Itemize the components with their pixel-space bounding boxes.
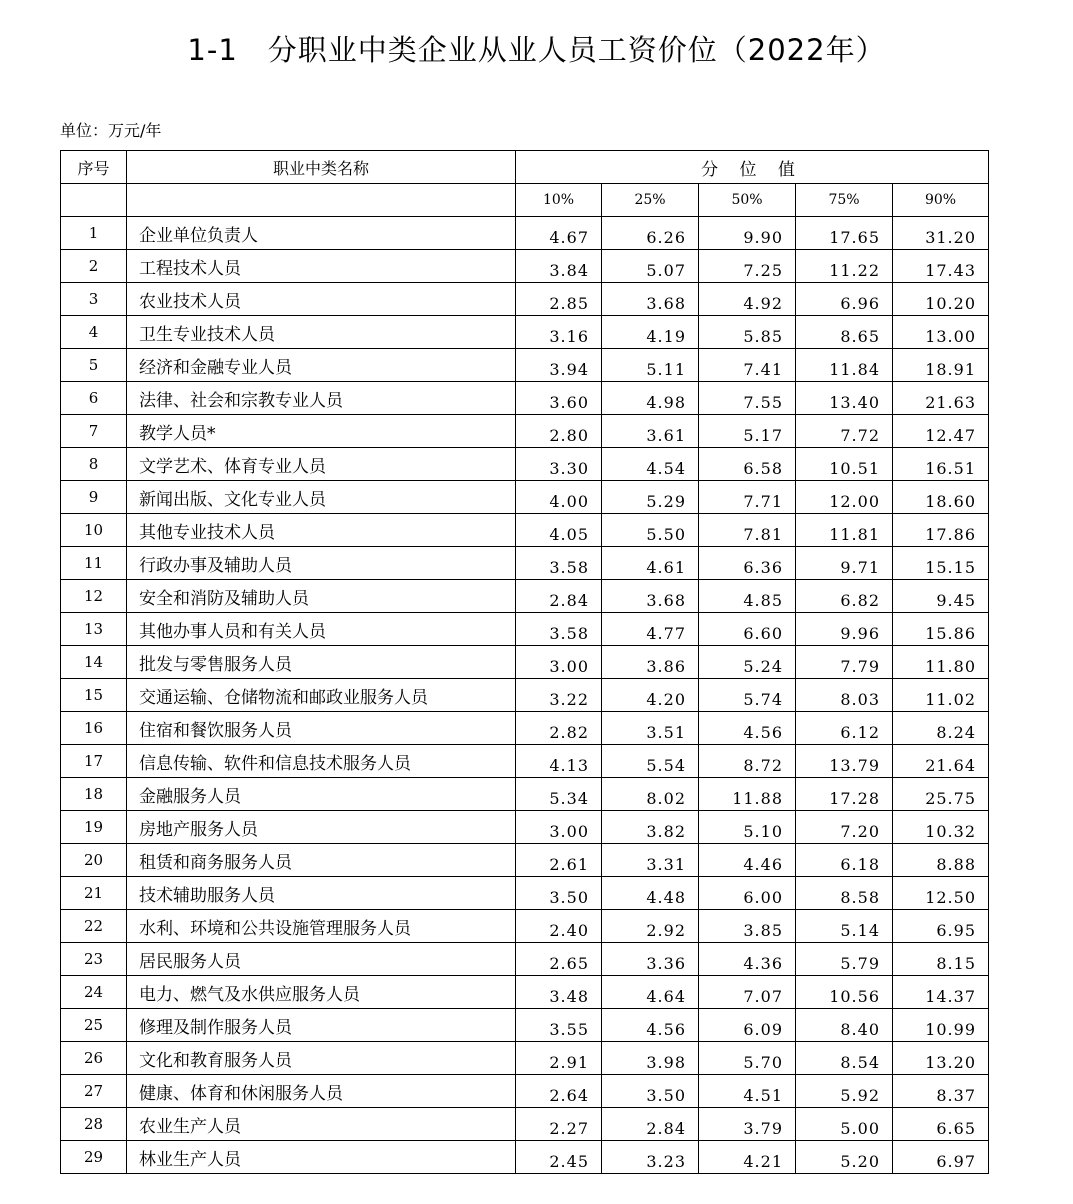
wage-p90: 15.15: [893, 547, 989, 580]
wage-p50: 6.00: [699, 877, 796, 910]
wage-p50: 4.36: [699, 943, 796, 976]
wage-p90: 16.51: [893, 448, 989, 481]
wage-p90: 10.99: [893, 1009, 989, 1042]
wage-p25: 4.48: [602, 877, 699, 910]
table-body: [61, 217, 989, 1174]
table-row: [61, 349, 989, 382]
table-row: [61, 250, 989, 283]
wage-p25: 3.23: [602, 1141, 699, 1174]
wage-p75: 5.20: [796, 1141, 893, 1174]
wage-p75: 6.12: [796, 712, 893, 745]
wage-p25: 3.82: [602, 811, 699, 844]
wage-p25: 3.36: [602, 943, 699, 976]
wage-p90: 8.15: [893, 943, 989, 976]
table-row: [61, 283, 989, 316]
wage-p25: 4.98: [602, 382, 699, 415]
wage-p50: 6.60: [699, 613, 796, 646]
wage-p10: 2.40: [516, 910, 602, 943]
wage-p10: 3.30: [516, 448, 602, 481]
wage-p25: 4.61: [602, 547, 699, 580]
table-row: [61, 481, 989, 514]
wage-p75: 8.54: [796, 1042, 893, 1075]
row-index: 9: [61, 481, 127, 514]
wage-p25: 3.51: [602, 712, 699, 745]
wage-p25: 5.54: [602, 745, 699, 778]
wage-p90: 8.37: [893, 1075, 989, 1108]
table-row: [61, 547, 989, 580]
wage-p10: 3.84: [516, 250, 602, 283]
wage-p90: 9.45: [893, 580, 989, 613]
occupation-name: 安全和消防及辅助人员: [127, 580, 516, 613]
row-index: 25: [61, 1009, 127, 1042]
table-row: [61, 712, 989, 745]
wage-p90: 18.91: [893, 349, 989, 382]
wage-p75: 8.65: [796, 316, 893, 349]
wage-p75: 17.28: [796, 778, 893, 811]
wage-p10: 4.05: [516, 514, 602, 547]
wage-p25: 4.19: [602, 316, 699, 349]
wage-p25: 4.64: [602, 976, 699, 1009]
table-row: [61, 778, 989, 811]
wage-p75: 10.51: [796, 448, 893, 481]
row-index: 16: [61, 712, 127, 745]
row-index: 6: [61, 382, 127, 415]
wage-p90: 25.75: [893, 778, 989, 811]
occupation-name: 农业技术人员: [127, 283, 516, 316]
occupation-name: 行政办事及辅助人员: [127, 547, 516, 580]
wage-p25: 2.84: [602, 1108, 699, 1141]
occupation-name: 修理及制作服务人员: [127, 1009, 516, 1042]
wage-p50: 9.90: [699, 217, 796, 250]
occupation-name: 新闻出版、文化专业人员: [127, 481, 516, 514]
wage-table: [60, 150, 989, 1174]
table-row: [61, 844, 989, 877]
wage-p75: 8.58: [796, 877, 893, 910]
wage-p50: 3.85: [699, 910, 796, 943]
wage-p90: 21.64: [893, 745, 989, 778]
occupation-name: 卫生专业技术人员: [127, 316, 516, 349]
occupation-name: 其他办事人员和有关人员: [127, 613, 516, 646]
wage-p75: 5.92: [796, 1075, 893, 1108]
wage-p50: 7.25: [699, 250, 796, 283]
page-title: 1-1 分职业中类企业从业人员工资价位（2022年）: [187, 33, 886, 67]
wage-p10: 2.27: [516, 1108, 602, 1141]
row-index: 26: [61, 1042, 127, 1075]
occupation-name: 批发与零售服务人员: [127, 646, 516, 679]
table-row: [61, 679, 989, 712]
wage-p75: 11.81: [796, 514, 893, 547]
wage-p75: 7.20: [796, 811, 893, 844]
wage-p50: 5.85: [699, 316, 796, 349]
occupation-name: 健康、体育和休闲服务人员: [127, 1075, 516, 1108]
row-index: 23: [61, 943, 127, 976]
wage-p10: 2.82: [516, 712, 602, 745]
occupation-name: 文化和教育服务人员: [127, 1042, 516, 1075]
row-index: 13: [61, 613, 127, 646]
table-row: [61, 448, 989, 481]
header-blank-index: [61, 184, 127, 217]
occupation-name: 其他专业技术人员: [127, 514, 516, 547]
table-row: [61, 877, 989, 910]
row-index: 7: [61, 415, 127, 448]
wage-p25: 8.02: [602, 778, 699, 811]
occupation-name: 工程技术人员: [127, 250, 516, 283]
wage-p90: 13.00: [893, 316, 989, 349]
wage-p75: 13.79: [796, 745, 893, 778]
wage-p75: 8.40: [796, 1009, 893, 1042]
wage-p25: 3.68: [602, 283, 699, 316]
row-index: 15: [61, 679, 127, 712]
wage-p10: 3.48: [516, 976, 602, 1009]
wage-p50: 7.07: [699, 976, 796, 1009]
wage-p90: 17.43: [893, 250, 989, 283]
wage-p10: 3.58: [516, 613, 602, 646]
wage-p25: 3.68: [602, 580, 699, 613]
table-row: [61, 646, 989, 679]
wage-p25: 6.26: [602, 217, 699, 250]
occupation-name: 租赁和商务服务人员: [127, 844, 516, 877]
wage-p25: 3.86: [602, 646, 699, 679]
wage-p75: 9.96: [796, 613, 893, 646]
wage-p10: 2.65: [516, 943, 602, 976]
wage-p50: 4.85: [699, 580, 796, 613]
wage-p10: 2.61: [516, 844, 602, 877]
row-index: 27: [61, 1075, 127, 1108]
wage-p25: 5.50: [602, 514, 699, 547]
wage-p90: 21.63: [893, 382, 989, 415]
wage-p75: 5.14: [796, 910, 893, 943]
wage-p10: 3.55: [516, 1009, 602, 1042]
table-row: [61, 580, 989, 613]
header-blank-name: [127, 184, 516, 217]
wage-p50: 11.88: [699, 778, 796, 811]
table-row: [61, 811, 989, 844]
wage-p50: 6.09: [699, 1009, 796, 1042]
wage-p50: 6.58: [699, 448, 796, 481]
wage-p75: 9.71: [796, 547, 893, 580]
wage-p25: 5.07: [602, 250, 699, 283]
wage-p90: 18.60: [893, 481, 989, 514]
wage-p90: 15.86: [893, 613, 989, 646]
header-name: 职业中类名称: [127, 151, 516, 184]
header-p50: 50%: [699, 184, 796, 217]
row-index: 24: [61, 976, 127, 1009]
wage-p90: 10.32: [893, 811, 989, 844]
row-index: 1: [61, 217, 127, 250]
wage-p75: 5.79: [796, 943, 893, 976]
row-index: 10: [61, 514, 127, 547]
wage-p10: 5.34: [516, 778, 602, 811]
wage-p50: 8.72: [699, 745, 796, 778]
row-index: 4: [61, 316, 127, 349]
wage-p90: 10.20: [893, 283, 989, 316]
wage-p50: 4.46: [699, 844, 796, 877]
wage-p50: 7.81: [699, 514, 796, 547]
wage-p50: 4.56: [699, 712, 796, 745]
occupation-name: 文学艺术、体育专业人员: [127, 448, 516, 481]
header-p10: 10%: [516, 184, 602, 217]
wage-p10: 4.67: [516, 217, 602, 250]
wage-p50: 5.70: [699, 1042, 796, 1075]
wage-p10: 3.94: [516, 349, 602, 382]
wage-p75: 17.65: [796, 217, 893, 250]
wage-p50: 4.21: [699, 1141, 796, 1174]
table-row: [61, 1141, 989, 1174]
wage-p90: 13.20: [893, 1042, 989, 1075]
table-row: [61, 514, 989, 547]
table-row: [61, 943, 989, 976]
row-index: 14: [61, 646, 127, 679]
table-row: [61, 745, 989, 778]
row-index: 3: [61, 283, 127, 316]
table-row: [61, 382, 989, 415]
occupation-name: 企业单位负责人: [127, 217, 516, 250]
wage-p50: 7.55: [699, 382, 796, 415]
wage-p75: 12.00: [796, 481, 893, 514]
wage-p50: 4.51: [699, 1075, 796, 1108]
wage-p10: 2.91: [516, 1042, 602, 1075]
header-p75: 75%: [796, 184, 893, 217]
wage-p10: 2.80: [516, 415, 602, 448]
row-index: 29: [61, 1141, 127, 1174]
wage-p10: 3.00: [516, 811, 602, 844]
wage-p75: 10.56: [796, 976, 893, 1009]
wage-p10: 2.45: [516, 1141, 602, 1174]
wage-p75: 7.79: [796, 646, 893, 679]
wage-p50: 4.92: [699, 283, 796, 316]
wage-p10: 3.22: [516, 679, 602, 712]
wage-p90: 6.65: [893, 1108, 989, 1141]
wage-p25: 4.77: [602, 613, 699, 646]
row-index: 12: [61, 580, 127, 613]
wage-p25: 3.50: [602, 1075, 699, 1108]
occupation-name: 住宿和餐饮服务人员: [127, 712, 516, 745]
wage-p90: 31.20: [893, 217, 989, 250]
row-index: 19: [61, 811, 127, 844]
row-index: 8: [61, 448, 127, 481]
occupation-name: 居民服务人员: [127, 943, 516, 976]
wage-p25: 5.11: [602, 349, 699, 382]
wage-p50: 7.41: [699, 349, 796, 382]
wage-p10: 3.60: [516, 382, 602, 415]
wage-p75: 6.96: [796, 283, 893, 316]
row-index: 2: [61, 250, 127, 283]
wage-p75: 6.18: [796, 844, 893, 877]
wage-p25: 4.20: [602, 679, 699, 712]
row-index: 20: [61, 844, 127, 877]
wage-p90: 6.95: [893, 910, 989, 943]
wage-p90: 12.50: [893, 877, 989, 910]
occupation-name: 技术辅助服务人员: [127, 877, 516, 910]
wage-p10: 3.58: [516, 547, 602, 580]
wage-p10: 4.00: [516, 481, 602, 514]
wage-p75: 7.72: [796, 415, 893, 448]
occupation-name: 林业生产人员: [127, 1141, 516, 1174]
table-row: [61, 1009, 989, 1042]
wage-p75: 11.22: [796, 250, 893, 283]
wage-p90: 11.80: [893, 646, 989, 679]
table-row: [61, 217, 989, 250]
occupation-name: 教学人员*: [127, 415, 516, 448]
row-index: 17: [61, 745, 127, 778]
wage-p50: 6.36: [699, 547, 796, 580]
wage-p90: 6.97: [893, 1141, 989, 1174]
wage-p90: 14.37: [893, 976, 989, 1009]
row-index: 5: [61, 349, 127, 382]
header-p25: 25%: [602, 184, 699, 217]
wage-p90: 12.47: [893, 415, 989, 448]
wage-p75: 5.00: [796, 1108, 893, 1141]
wage-p25: 3.98: [602, 1042, 699, 1075]
header-percentile-group: 分 位 值: [516, 151, 989, 184]
wage-p50: 5.10: [699, 811, 796, 844]
wage-p50: 5.24: [699, 646, 796, 679]
wage-p10: 3.16: [516, 316, 602, 349]
wage-p90: 17.86: [893, 514, 989, 547]
wage-p75: 13.40: [796, 382, 893, 415]
wage-p10: 4.13: [516, 745, 602, 778]
table-row: [61, 316, 989, 349]
wage-p25: 4.54: [602, 448, 699, 481]
occupation-name: 经济和金融专业人员: [127, 349, 516, 382]
wage-p10: 2.64: [516, 1075, 602, 1108]
wage-p25: 2.92: [602, 910, 699, 943]
occupation-name: 信息传输、软件和信息技术服务人员: [127, 745, 516, 778]
wage-p10: 2.84: [516, 580, 602, 613]
table-row: [61, 1042, 989, 1075]
wage-p10: 3.50: [516, 877, 602, 910]
occupation-name: 金融服务人员: [127, 778, 516, 811]
wage-p75: 8.03: [796, 679, 893, 712]
row-index: 21: [61, 877, 127, 910]
wage-p90: 8.88: [893, 844, 989, 877]
table-row: [61, 613, 989, 646]
wage-p25: 4.56: [602, 1009, 699, 1042]
table-row: [61, 910, 989, 943]
wage-p10: 2.85: [516, 283, 602, 316]
occupation-name: 房地产服务人员: [127, 811, 516, 844]
wage-p75: 6.82: [796, 580, 893, 613]
table-row: [61, 1075, 989, 1108]
occupation-name: 法律、社会和宗教专业人员: [127, 382, 516, 415]
wage-p50: 7.71: [699, 481, 796, 514]
table-row: [61, 976, 989, 1009]
header-p90: 90%: [893, 184, 989, 217]
wage-p25: 3.61: [602, 415, 699, 448]
occupation-name: 农业生产人员: [127, 1108, 516, 1141]
row-index: 18: [61, 778, 127, 811]
wage-p75: 11.84: [796, 349, 893, 382]
wage-p90: 11.02: [893, 679, 989, 712]
wage-p10: 3.00: [516, 646, 602, 679]
wage-p25: 5.29: [602, 481, 699, 514]
unit-label: 单位：万元/年: [60, 121, 162, 140]
wage-p50: 5.17: [699, 415, 796, 448]
wage-p25: 3.31: [602, 844, 699, 877]
table-row: [61, 415, 989, 448]
row-index: 11: [61, 547, 127, 580]
occupation-name: 电力、燃气及水供应服务人员: [127, 976, 516, 1009]
row-index: 22: [61, 910, 127, 943]
header-index: 序号: [61, 151, 127, 184]
wage-p50: 5.74: [699, 679, 796, 712]
wage-p90: 8.24: [893, 712, 989, 745]
occupation-name: 交通运输、仓储物流和邮政业服务人员: [127, 679, 516, 712]
wage-p50: 3.79: [699, 1108, 796, 1141]
row-index: 28: [61, 1108, 127, 1141]
occupation-name: 水利、环境和公共设施管理服务人员: [127, 910, 516, 943]
table-row: [61, 1108, 989, 1141]
